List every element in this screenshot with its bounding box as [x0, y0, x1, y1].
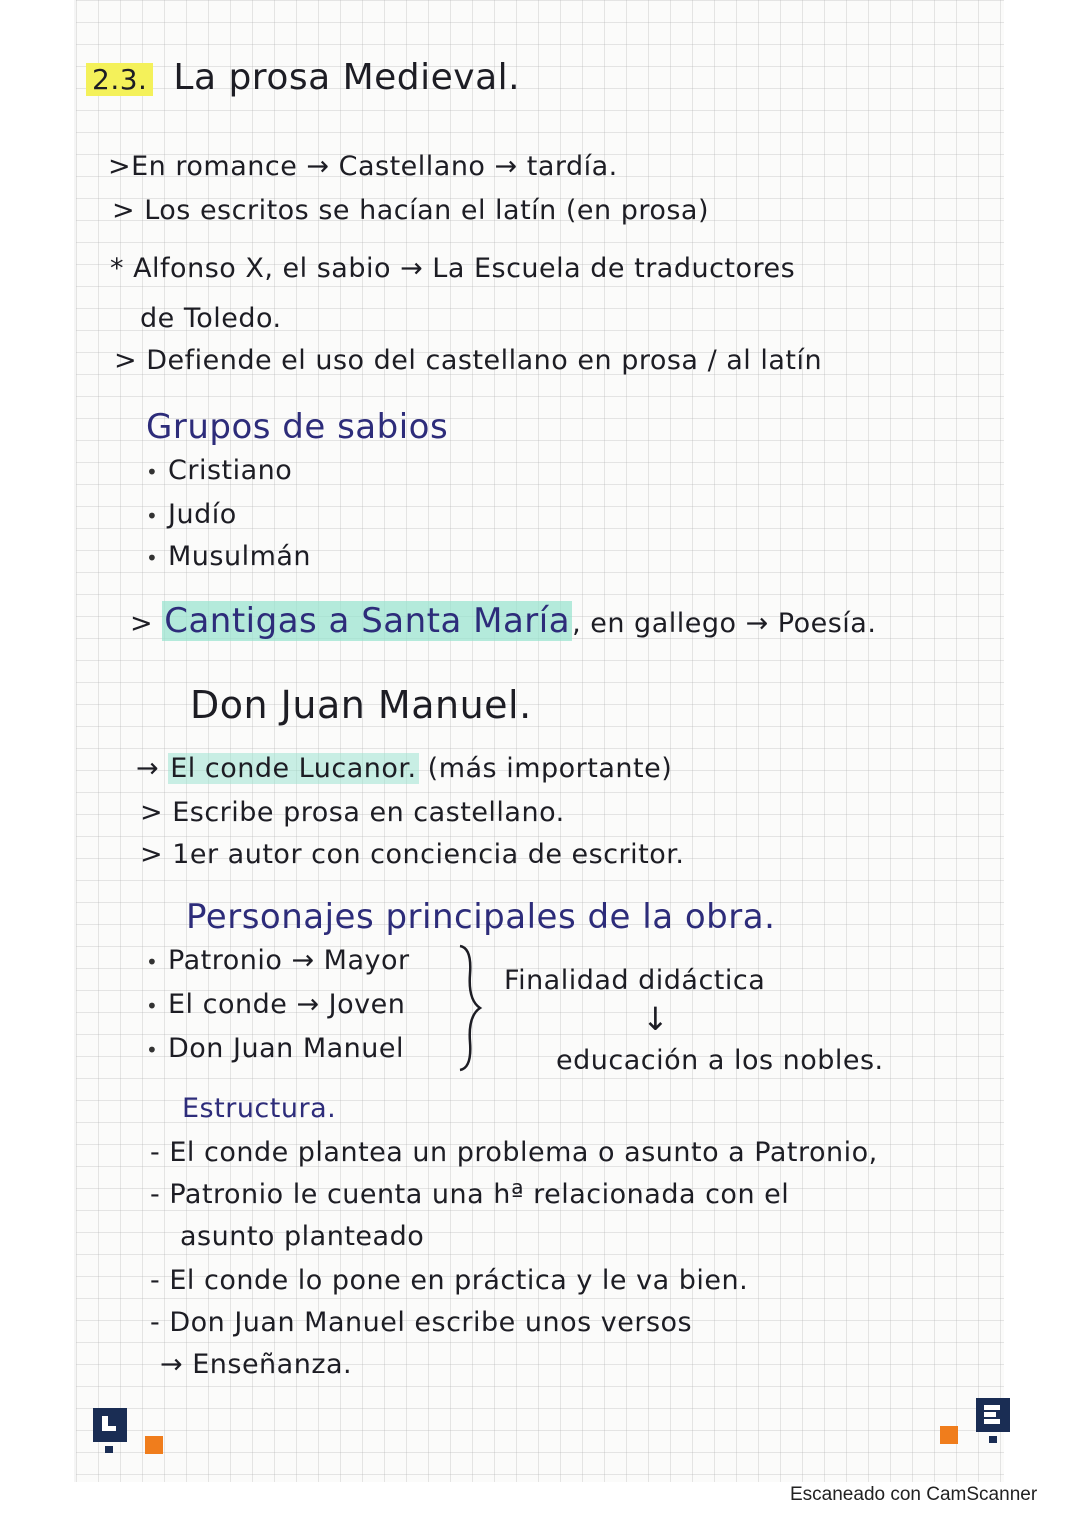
note-line-4: de Toledo. [140, 303, 282, 334]
title-text: La prosa Medieval. [173, 57, 521, 98]
cantigas-highlight: Cantigas a Santa María [164, 601, 571, 641]
structure-step-2-cont: asunto planteado [180, 1221, 425, 1252]
don-juan-point-1: > Escribe prosa en castellano. [140, 797, 565, 828]
structure-heading: Estructura. [182, 1093, 337, 1124]
character-item-1 [146, 944, 410, 979]
structure-step-2: - Patronio le cuenta una hª relacionada con el [150, 1179, 790, 1210]
groups-item-2 [146, 498, 237, 533]
note-line-3: * Alfonso X, el sabio → La Escuela de traductores [110, 253, 796, 284]
don-juan-point-2: > 1er autor con conciencia de escritor. [140, 839, 685, 870]
cantigas-prefix: > [130, 608, 154, 639]
groups-item-label: Musulmán [168, 541, 312, 572]
structure-step-1: - El conde plantea un problema o asunto a Patronio, [150, 1137, 878, 1168]
bullet-icon: • [146, 950, 159, 974]
bullet-icon: • [146, 994, 159, 1018]
work-title: El conde Lucanor. [170, 753, 417, 784]
arrow-right-icon: → [136, 753, 160, 784]
groups-item-1 [146, 454, 292, 489]
note-line-5: > Defiende el uso del castellano en prosa / al latín [114, 345, 823, 376]
character-item-2 [146, 988, 405, 1023]
bullet-icon: • [146, 1038, 159, 1062]
work-note: (más importante) [427, 753, 673, 784]
groups-heading: Grupos de sabios [146, 407, 449, 447]
groups-item-label: Judío [168, 499, 237, 530]
purpose-result: educación a los nobles. [556, 1045, 884, 1076]
don-juan-heading: Don Juan Manuel. [190, 683, 532, 727]
purpose-text: Finalidad didáctica [504, 965, 766, 996]
cantigas-rest: , en gallego → Poesía. [572, 608, 877, 639]
orange-square-icon [145, 1436, 163, 1454]
note-line-1: >En romance → Castellano → tardía. [108, 151, 618, 182]
structure-result: → Enseñanza. [160, 1349, 353, 1380]
groups-item-3 [146, 540, 311, 575]
page-title [86, 56, 520, 102]
work-line [136, 752, 672, 786]
bullet-icon: • [146, 460, 159, 484]
bullet-icon: • [146, 504, 159, 528]
character-label: Don Juan Manuel [168, 1033, 404, 1064]
orange-square-icon [940, 1426, 958, 1444]
curly-brace-icon [454, 944, 484, 1072]
character-label: El conde → Joven [168, 989, 406, 1020]
character-label: Patronio → Mayor [168, 945, 410, 976]
structure-step-3: - El conde lo pone en práctica y le va bien. [150, 1265, 749, 1296]
scanner-footer: Escaneado con CamScanner [790, 1484, 1038, 1505]
section-number: 2.3. [86, 63, 153, 96]
character-item-3 [146, 1032, 404, 1067]
note-line-2: > Los escritos se hacían el latín (en prosa) [112, 195, 710, 226]
structure-step-4: - Don Juan Manuel escribe unos versos [150, 1307, 693, 1338]
groups-item-label: Cristiano [168, 455, 293, 486]
arrow-down-icon: ↓ [642, 1000, 669, 1038]
bullet-icon: • [146, 546, 159, 570]
brand-logo-left-icon [93, 1408, 127, 1454]
characters-heading: Personajes principales de la obra. [186, 897, 776, 937]
cantigas-line [130, 600, 876, 642]
brand-logo-right-icon [976, 1398, 1010, 1444]
